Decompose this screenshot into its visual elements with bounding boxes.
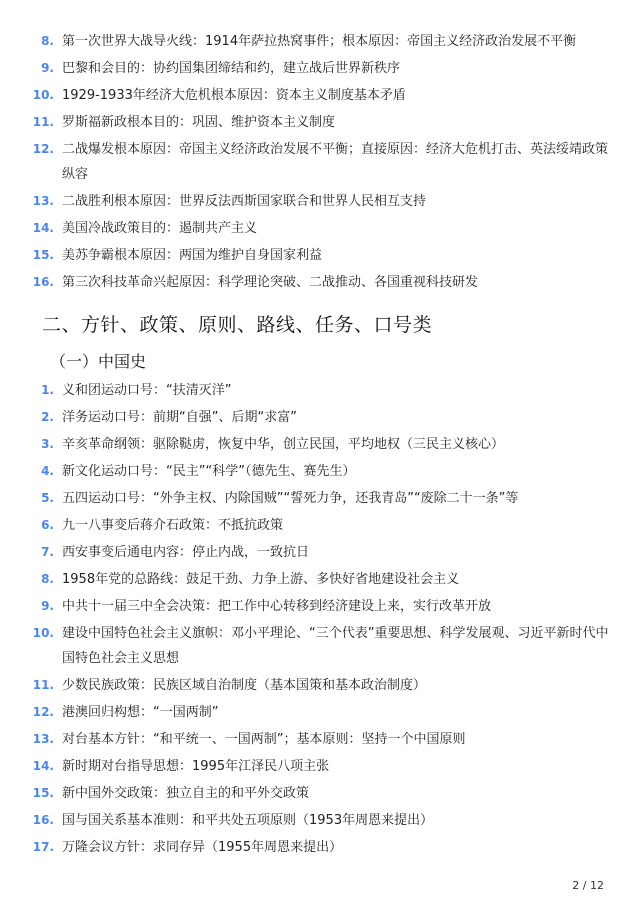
policy-list: [0, 377, 640, 861]
item-number: 2.: [41, 410, 54, 424]
list-item: [0, 28, 640, 55]
item-text: 九一八事变后蒋介石政策：不抵抗政策: [62, 518, 284, 533]
list-item: [0, 404, 640, 431]
list-item: [0, 620, 640, 672]
item-number: 4.: [41, 464, 54, 478]
list-item: [0, 485, 640, 512]
item-number: 3.: [41, 437, 54, 451]
cause-list: [0, 28, 640, 296]
item-number: 5.: [41, 491, 54, 505]
item-text: 美国冷战政策目的：遏制共产主义: [62, 221, 258, 236]
item-text: 1929-1933年经济大危机根本原因：资本主义制度基本矛盾: [62, 88, 406, 103]
list-item: [0, 109, 640, 136]
list-item: [0, 753, 640, 780]
item-number: 10.: [32, 626, 54, 640]
item-number: 1.: [41, 383, 54, 397]
item-number: 14.: [32, 759, 54, 773]
item-number: 7.: [41, 545, 54, 559]
item-number: 8.: [41, 572, 54, 586]
list-item: [0, 726, 640, 753]
item-text: 对台基本方针：“和平统一、一国两制”；基本原则：坚持一个中国原则: [62, 732, 466, 747]
list-item: [0, 136, 640, 188]
item-text: 新时期对台指导思想：1995年江泽民八项主张: [62, 759, 330, 774]
list-item: [0, 188, 640, 215]
item-text: 巴黎和会目的：协约国集团缔结和约，建立战后世界新秩序: [62, 61, 401, 76]
item-text: 罗斯福新政根本目的：巩固、维护资本主义制度: [62, 115, 336, 130]
item-text: 美苏争霸根本原因：两国为维护自身国家利益: [62, 248, 323, 263]
item-text: 1958年党的总路线：鼓足干劲、力争上游、多快好省地建设社会主义: [62, 572, 460, 587]
item-number: 14.: [32, 221, 54, 235]
item-number: 9.: [41, 599, 54, 613]
item-number: 16.: [32, 813, 54, 827]
item-number: 12.: [32, 142, 54, 156]
item-number: 17.: [32, 840, 54, 854]
item-number: 13.: [32, 194, 54, 208]
list-item: [0, 566, 640, 593]
item-number: 15.: [32, 248, 54, 262]
item-text: 中共十一届三中全会决策：把工作中心转移到经济建设上来，实行改革开放: [62, 599, 492, 614]
item-text: 新文化运动口号：“民主”“科学”（德先生、赛先生）: [62, 464, 356, 479]
item-text: 西安事变后通电内容：停止内战，一致抗日: [62, 545, 310, 560]
item-number: 8.: [41, 34, 54, 48]
item-text: 港澳回归构想：“一国两制”: [62, 705, 219, 720]
item-number: 9.: [41, 61, 54, 75]
list-item: [0, 593, 640, 620]
item-text: 二战胜利根本原因：世界反法西斯国家联合和世界人民相互支持: [62, 194, 427, 209]
item-text: 洋务运动口号：前期“自强”、后期“求富”: [62, 410, 297, 425]
list-item: [0, 55, 640, 82]
item-number: 10.: [32, 88, 54, 102]
list-item: [0, 834, 640, 861]
item-text: 国与国关系基本准则：和平共处五项原则（1953年周恩来提出）: [62, 813, 434, 828]
list-item: [0, 699, 640, 726]
section-heading: 二、方针、政策、原则、路线、任务、口号类: [42, 314, 433, 336]
list-item: [0, 215, 640, 242]
list-item: [0, 807, 640, 834]
item-number: 11.: [32, 678, 54, 692]
item-number: 16.: [32, 275, 54, 289]
list-item: [0, 431, 640, 458]
item-number: 13.: [32, 732, 54, 746]
item-number: 15.: [32, 786, 54, 800]
item-text: 万隆会议方针：求同存异（1955年周恩来提出）: [62, 840, 343, 855]
item-text: 辛亥革命纲领：驱除鞑虏，恢复中华，创立民国，平均地权（三民主义核心）: [62, 437, 505, 452]
list-item: [0, 780, 640, 807]
subsection-heading: （一）中国史: [50, 352, 147, 371]
list-item: [0, 377, 640, 404]
item-text: 五四运动口号：“外争主权、内除国贼”“誓死力争，还我青岛”“废除二十一条”等: [62, 491, 519, 506]
item-text: 义和团运动口号：“扶清灭洋”: [62, 383, 232, 398]
list-item: [0, 82, 640, 109]
list-item: [0, 672, 640, 699]
list-item: [0, 269, 640, 296]
item-text: 建设中国特色社会主义旗帜：邓小平理论、“三个代表”重要思想、科学发展观、习近平新时代中国特色社会主义思想: [62, 626, 609, 666]
item-number: 12.: [32, 705, 54, 719]
item-number: 6.: [41, 518, 54, 532]
list-item: [0, 512, 640, 539]
item-number: 11.: [32, 115, 54, 129]
item-text: 第三次科技革命兴起原因：科学理论突破、二战推动、各国重视科技研发: [62, 275, 479, 290]
item-text: 第一次世界大战导火线：1914年萨拉热窝事件；根本原因：帝国主义经济政治发展不平衡: [62, 34, 577, 49]
item-text: 二战爆发根本原因：帝国主义经济政治发展不平衡；直接原因：经济大危机打击、英法绥靖政策纵容: [62, 142, 609, 182]
list-item: [0, 242, 640, 269]
item-text: 少数民族政策：民族区域自治制度（基本国策和基本政治制度）: [62, 678, 427, 693]
page-indicator: 2 / 12: [572, 879, 604, 892]
list-item: [0, 539, 640, 566]
item-text: 新中国外交政策：独立自主的和平外交政策: [62, 786, 310, 801]
list-item: [0, 458, 640, 485]
